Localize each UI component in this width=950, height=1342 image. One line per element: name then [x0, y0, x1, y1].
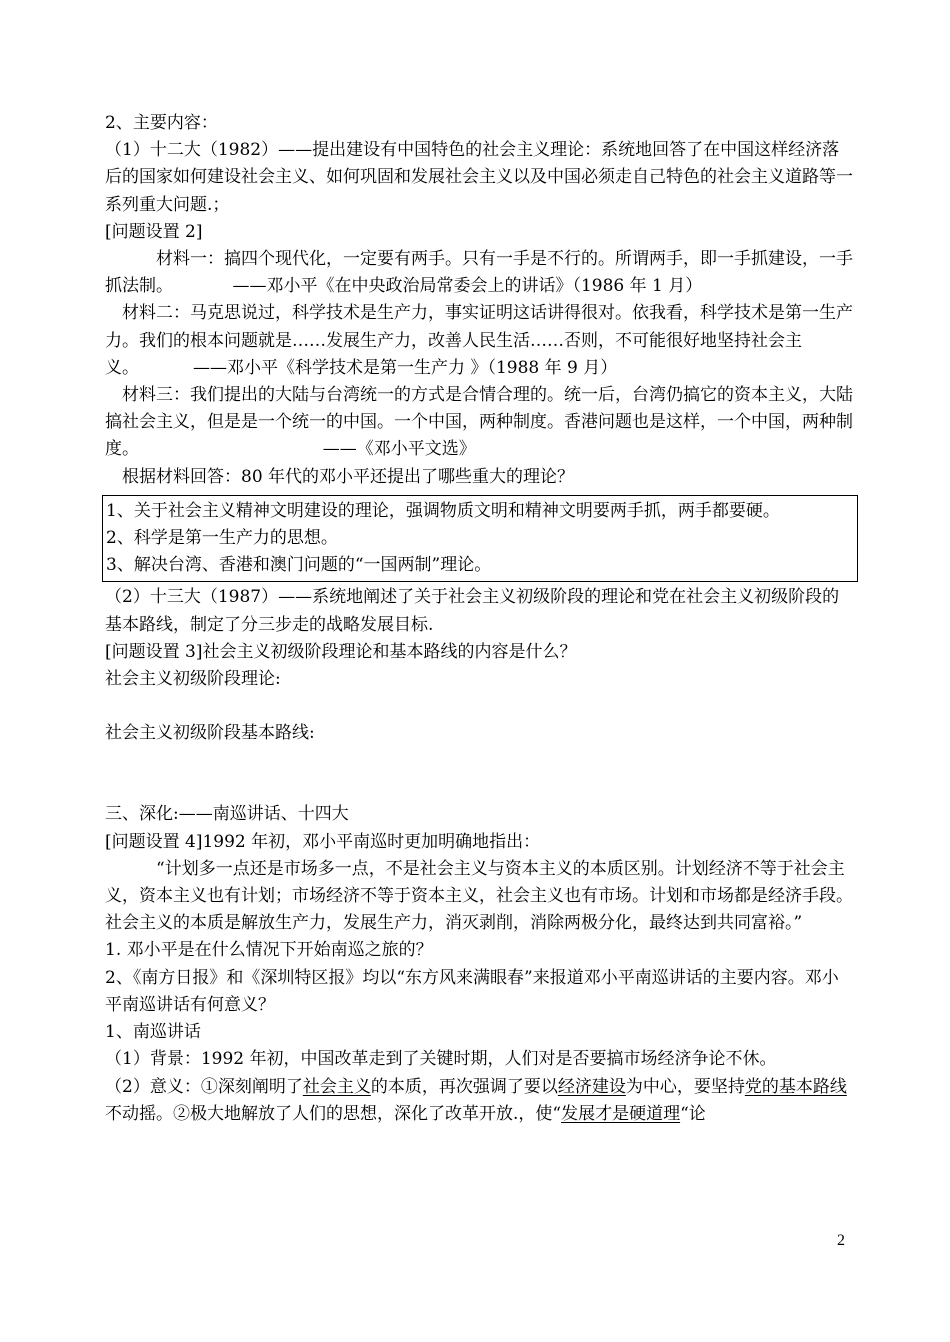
- sub-question-2: 2、《南方日报》和《深圳特区报》均以“东方风来满眼春”来报道邓小平南巡讲话的主要内容。邓小平南巡讲话有何意义？: [105, 967, 839, 1015]
- answer-space: [105, 693, 853, 720]
- section-heading: 2、主要内容：: [105, 113, 218, 133]
- background-paragraph: （1）背景：1992 年初，中国改革走到了关键时期，人们对是否要搞市场经济争论不休。: [105, 1049, 777, 1070]
- answer-space: [105, 747, 853, 801]
- page-number: 2: [837, 1232, 845, 1249]
- answer-box: [102, 495, 858, 583]
- material-2: [105, 300, 853, 382]
- material-1-source: ——邓小平《在中央政治局常委会上的讲话》（1986 年 1 月）: [232, 276, 703, 297]
- material-1-text: 材料一：搞四个现代化，一定要有两手。只有一手是不行的。所谓两手，即一手抓建设，一手抓法制。: [105, 249, 853, 297]
- material-3: [105, 382, 853, 464]
- material-3-text: 材料三：我们提出的大陆与台湾统一的方式是合情合理的。统一后，台湾仍搞它的资本主义，大陆搞社会主义，但是是一个统一的中国。一个中国，两种制度。香港问题也是这样，一个中国，两种制度。: [105, 385, 853, 460]
- underlined-term: 社会主义: [302, 1076, 371, 1097]
- significance-paragraph: （2）意义：①深刻阐明了社会主义的本质，再次强调了要以经济建设为中心，要坚持党的基本路线不动摇。②极大地解放了人们的思想，深化了改革开放.，使“发展才是硬道理“论: [105, 1076, 847, 1124]
- underlined-term: 发展才是硬道理: [561, 1103, 681, 1124]
- sub-question-1: 1. 邓小平是在什么情况下开始南巡之旅的？: [105, 940, 433, 961]
- line-label: 社会主义初级阶段基本路线:: [105, 723, 315, 744]
- underlined-term: 党的基本路线: [744, 1076, 847, 1097]
- material-3-source: ——《邓小平文选》: [322, 439, 476, 460]
- answer-line: 3、解决台湾、香港和澳门问题的“一国两制”理论。: [106, 555, 492, 576]
- material-2-source: ——邓小平《科学技术是第一生产力 》（1988 年 9 月）: [193, 357, 618, 378]
- section-heading: 三、深化:——南巡讲话、十四大: [105, 804, 349, 825]
- material-1: [105, 246, 853, 300]
- answer-line: 1、关于社会主义精神文明建设的理论，强调物质文明和精神文明要两手抓，两手都要硬。: [106, 500, 780, 521]
- sub-heading: 1、南巡讲话: [105, 1022, 201, 1043]
- question-4: [问题设置 4]1992 年初，邓小平南巡时更加明确地指出：: [105, 831, 541, 852]
- question-3: [问题设置 3]社会主义初级阶段理论和基本路线的内容是什么？: [105, 641, 577, 662]
- paragraph-item2: （2）十三大（1987）——系统地阐述了关于社会主义初级阶段的理论和党在社会主义初级阶段的基本路线，制定了分三步走的战略发展目标.: [105, 587, 840, 635]
- material-question: 根据材料回答：80 年代的邓小平还提出了哪些重大的理论？: [122, 466, 575, 487]
- material-2-text: 材料二：马克思说过，科学技术是生产力，事实证明这话讲得很对。依我看，科学技术是第一生产力。我们的根本问题就是……发展生产力，改善人民生活……否则，不可能很好地坚持社会主义。: [105, 303, 853, 378]
- underlined-term: 经济建设: [557, 1076, 626, 1097]
- answer-line: 2、科学是第一生产力的思想。: [106, 528, 338, 549]
- paragraph-item1: （1）十二大（1982）——提出建设有中国特色的社会主义理论：系统地回答了在中国这样经济落后的国家如何建设社会主义、如何巩固和发展社会主义以及中国必须走自己特色的社会主义道路等一系列重大问题.；: [105, 140, 853, 215]
- quote: “计划多一点还是市场多一点，不是社会主义与资本主义的本质区别。计划经济不等于社会主义，资本主义也有计划；市场经济不等于资本主义，社会主义也有市场。计划和市场都是经济手段。社会主义的本质是解放生产力，发展生产力，消灭剥削，消除两极分化，最终达到共同富裕。”: [105, 858, 853, 934]
- theory-label: 社会主义初级阶段理论:: [105, 669, 281, 690]
- question-label: [问题设置 2]: [105, 221, 203, 242]
- document-page: [105, 110, 853, 1128]
